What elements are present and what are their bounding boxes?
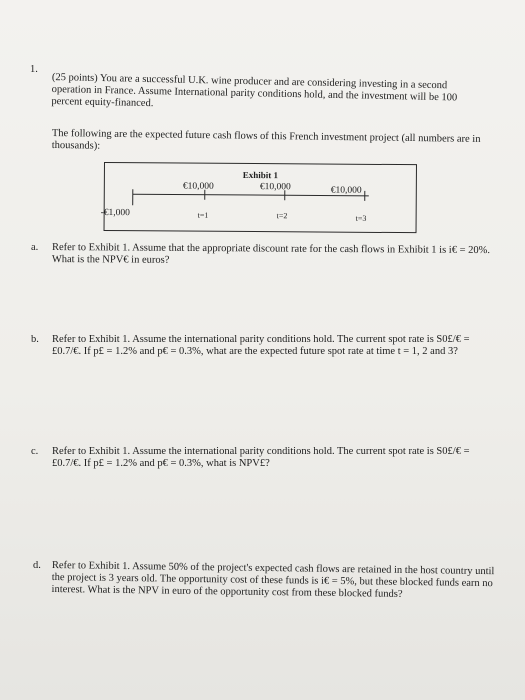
subquestion-a-letter: a. [31,242,39,253]
subquestion-d-text: Refer to Exhibit 1. Assume 50% of the project's expected cash flows are retained in the host country until the project is 3 years old. The opportunity cost of these funds is i€ = 5%, but these blocked funds earn no interest. What is the NPV in euro of the opportunity cost from these blocked funds? [51,560,495,600]
question-number: 1. [30,64,38,75]
cash-flow-t1: €10,000 [182,181,214,192]
subquestion-b-letter: b. [31,334,39,345]
time-label-t3: t=3 [355,213,367,223]
cash-flow-timeline [105,163,416,232]
question-intro: (25 points) You are a successful U.K. wine producer and are considering investing in a second operation in France. Assume International parity conditions hold, and the investment will be 100 percent equity-financed. [51,72,458,110]
cash-flow-t3: €10,000 [330,185,362,196]
cash-flow-lead-in: The following are the expected future cash flows of this French investment project (all numbers are in thousands): [51,128,481,152]
exhibit-1-box [100,162,417,233]
time-label-t2: t=2 [276,211,288,221]
subquestion-d-letter: d. [33,560,41,571]
subquestion-b-text: Refer to Exhibit 1. Assume the international parity conditions hold. The current spot rate is S0£/€ = £0.7/€. If p£ = 1.2% and p€ = 0.3%, what are the expected future spot rate at time t = 1, 2 and 3? [52,334,470,357]
time-label-t1: t=1 [197,210,209,220]
exhibit-title: Exhibit 1 [242,169,279,181]
subquestion-a-text: Refer to Exhibit 1. Assume that the appropriate discount rate for the cash flows in Exhibit 1 is i€ = 20%. What is the NPV€ in euros? [51,242,491,266]
subquestion-c-text: Refer to Exhibit 1. Assume the international parity conditions hold. The current spot rate is S0£/€ = £0.7/€. If p£ = 1.2% and p€ = 0.3%, what is NPV£? [52,446,470,469]
cash-flow-t0: -€1,000 [100,207,130,219]
cash-flow-t2: €10,000 [259,182,291,193]
subquestion-c-letter: c. [31,446,39,457]
